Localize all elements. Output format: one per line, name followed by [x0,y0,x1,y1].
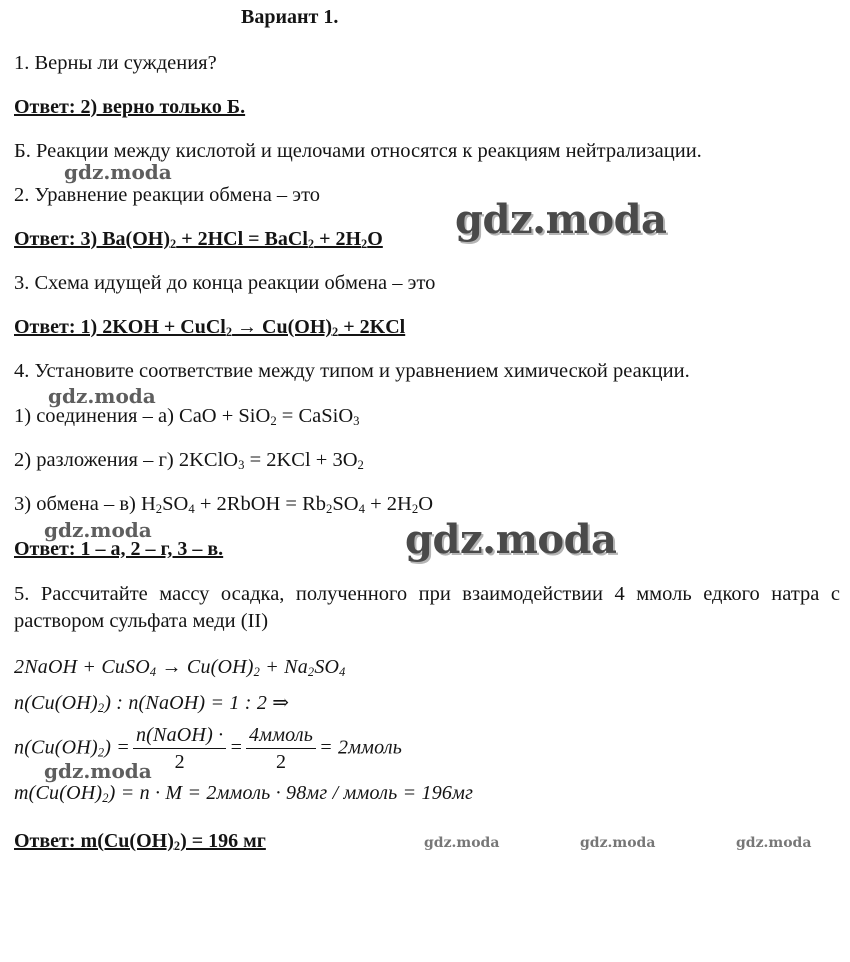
watermark: gdz.moda [580,835,656,851]
statement-b: Б. Реакции между кислотой и щелочами относятся к реакциям нейтрализации. [14,140,702,162]
watermark: gdz.moda [736,835,812,851]
answer-4: Ответ: 1 – а, 2 – г, 3 – в. [14,538,224,560]
match-item-2: 2) разложения – г) 2KClO$_3$ = $2KCl + 3O_2$ [14,449,364,472]
page-title: Вариант 1. [241,6,339,28]
mole-ratio: $n(Cu(OH)_2)$ : n(NaOH) = 1 : 2 ⇒ [14,692,290,715]
mole-calculation: $n(Cu(OH)_2)$ = $\frac{\text{n(NaOH) ·}}{2}$ = $\frac{\text{4ммоль}}{2}$ = 2ммоль [14,724,403,773]
question-3: 3. Схема идущей до конца реакции обмена – это [14,272,436,294]
fraction-numerator: n(NaOH) · [133,724,226,749]
answer-1: Ответ: 2) верно только Б. [14,96,246,118]
question-2: 2. Уравнение реакции обмена – это [14,184,321,206]
watermark: gdz.moda [64,160,172,184]
answer-3: Ответ: 1) 2KOH + CuCl$_2$ → $Cu(OH)_2 + 2KCl$ [14,316,406,339]
watermark: gdz.moda [424,835,500,851]
match-item-1: 1) соединения – а) CaO + SiO$_2$ = CaSiO$_3$ [14,405,360,428]
question-5: 5. Рассчитайте массу осадка, полученного при взаимодействии 4 ммоль едкого натра с раствором сульфата меди (II) [14,583,840,632]
watermark: gdz.moda [455,196,667,243]
match-item-3: 3) обмена – в) $H_2SO_4$ + 2RbOH = $Rb_2SO_4 + 2H_2O$ [14,493,434,516]
fraction-denominator: 2 [174,751,185,773]
answer-5: Ответ: $m(Cu(OH)_2) = 196$ мг [14,830,266,853]
question-4: 4. Установите соответствие между типом и уравнением химической реакции. [14,360,690,382]
watermark: gdz.moda [44,759,152,783]
answer-2: Ответ: 3) $Ba(OH)_2 + 2HCl$ = BaCl$_2$ + $2H_2O$ [14,228,383,251]
question-1: 1. Верны ли суждения? [14,52,217,74]
reaction-equation: 2NaOH + CuSO$_4$ → $Cu(OH)_2 + Na_2SO_4$ [14,656,346,679]
watermark: gdz.moda [48,384,156,408]
fraction-denominator: 2 [275,751,287,773]
watermark: gdz.moda [44,518,152,542]
watermark: gdz.moda [405,516,617,563]
fraction-numerator: 4ммоль [246,724,316,749]
mass-calculation: $m(Cu(OH)_2) = n \cdot M$ = 2ммоль · 98мг / ммоль = 196мг [14,782,474,805]
fraction-mmol [246,724,316,774]
